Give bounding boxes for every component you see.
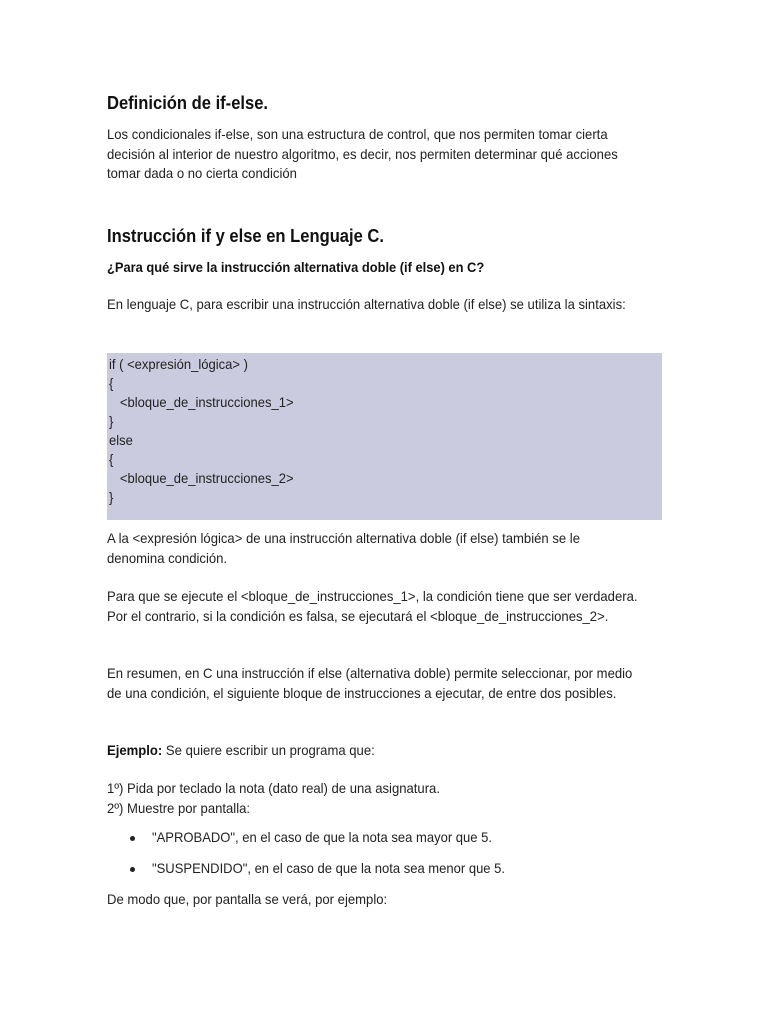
- code-line: }: [109, 413, 114, 429]
- code-line: if ( <expresión_lógica> ): [109, 356, 248, 372]
- paragraph-ejemplo: [107, 741, 640, 761]
- paragraph-paso-1: 1º) Pida por teclado la nota (dato real) de una asignatura.: [107, 780, 440, 796]
- ejemplo-text: Se quiere escribir un programa que:: [162, 742, 375, 758]
- list-item: "APROBADO", en el caso de que la nota sea mayor que 5.: [152, 829, 493, 845]
- paragraph-resumen: En resumen, en C una instrucción if else (alternativa doble) permite seleccionar, por medio de una condición, el siguiente bloque de instrucciones a ejecutar, de entre dos posibles.: [107, 665, 633, 701]
- code-line: <bloque_de_instrucciones_2>: [109, 470, 294, 486]
- code-line: {: [109, 451, 114, 467]
- paragraph-sintaxis: En lenguaje C, para escribir una instrucción alternativa doble (if else) se utiliza la sintaxis:: [107, 296, 626, 312]
- ejemplo-label: Ejemplo:: [107, 742, 163, 758]
- bullet-icon: [130, 867, 135, 872]
- bullet-icon: [130, 836, 135, 841]
- subheading-para-que: ¿Para qué sirve la instrucción alternativa doble (if else) en C?: [107, 259, 485, 275]
- paragraph-paso-2: 2º) Muestre por pantalla:: [107, 800, 251, 816]
- code-line: }: [109, 489, 114, 505]
- paragraph-ejecucion: Para que se ejecute el <bloque_de_instrucciones_1>, la condición tiene que ser verdadera. Por el contrario, si la condición es falsa, se ejecutará el <bloque_de_instrucciones_2>.: [107, 588, 638, 624]
- paragraph-definicion: Los condicionales if-else, son una estructura de control, que nos permiten tomar cierta decisión al interior de nuestro algoritmo, es decir, nos permiten determinar qué acciones tomar dada o no cierta condición: [107, 126, 618, 181]
- paragraph-condicion: A la <expresión lógica> de una instrucción alternativa doble (if else) también se le denomina condición.: [107, 530, 580, 566]
- heading-instruccion: Instrucción if y else en Lenguaje C.: [107, 226, 384, 246]
- code-line: <bloque_de_instrucciones_1>: [109, 394, 294, 410]
- code-block: [107, 353, 662, 520]
- code-line: {: [109, 375, 114, 391]
- heading-definicion: Definición de if-else.: [107, 93, 269, 113]
- code-line: else: [109, 432, 133, 448]
- list-item: "SUSPENDIDO", en el caso de que la nota sea menor que 5.: [152, 860, 506, 876]
- paragraph-cierre: De modo que, por pantalla se verá, por ejemplo:: [107, 891, 388, 907]
